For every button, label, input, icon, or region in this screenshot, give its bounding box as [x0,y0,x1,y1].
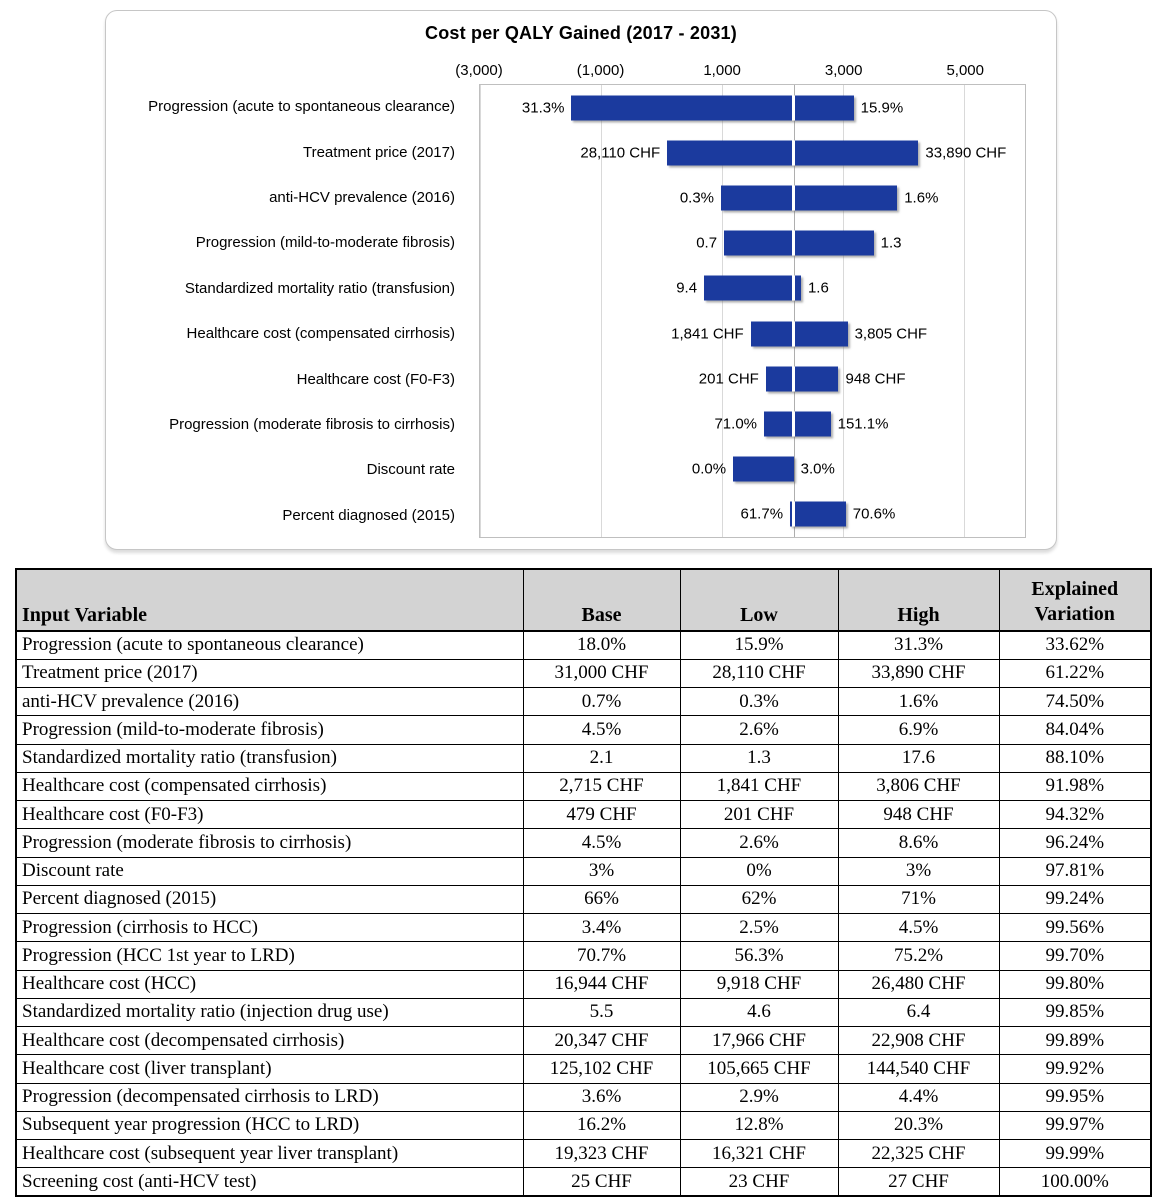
table-row [16,970,1151,998]
value-cell: 16.2% [523,1111,680,1139]
table-row [16,631,1151,659]
value-cell: 56.3% [680,942,838,970]
axis-tick-label: (1,000) [576,62,625,79]
value-cell: 84.04% [999,716,1151,744]
value-cell: 99.85% [999,998,1151,1026]
table-row [16,998,1151,1026]
value-cell: 2.6% [680,829,838,857]
table-row [16,829,1151,857]
bar-high-segment [795,411,830,436]
bar-high-segment [795,366,838,391]
bar-low-segment [667,140,792,165]
value-cell: 1,841 CHF [680,772,838,800]
value-cell: 70.7% [523,942,680,970]
tornado-row [480,492,1025,537]
bar-high-value-label: 151.1% [837,415,889,433]
table-header-cell: Explained Variation [999,569,1151,631]
value-cell: 0.3% [680,688,838,716]
value-cell: 3.6% [523,1083,680,1111]
value-cell: 16,321 CHF [680,1140,838,1168]
bar-low-segment [571,95,792,120]
bar-low-segment [733,457,794,482]
value-cell: 100.00% [999,1168,1151,1196]
tornado-row [480,311,1025,356]
input-variable-cell: Subsequent year progression (HCC to LRD) [16,1111,523,1139]
table-row [16,716,1151,744]
bar-low-value-label: 31.3% [521,99,565,117]
table-row [16,659,1151,687]
input-variable-cell: Percent diagnosed (2015) [16,885,523,913]
category-label: Treatment price (2017) [302,143,455,161]
bar-high-value-label: 1.6% [904,189,939,207]
input-variable-cell: Progression (moderate fibrosis to cirrhosis) [16,829,523,857]
value-cell: 8.6% [838,829,999,857]
value-cell: 2.6% [680,716,838,744]
chart-title: Cost per QALY Gained (2017 - 2031) [425,23,737,43]
bar-high-segment [795,502,846,527]
value-cell: 99.92% [999,1055,1151,1083]
table-row [16,801,1151,829]
value-cell: 0% [680,857,838,885]
bar-low-value-label: 1,841 CHF [671,325,744,343]
value-cell: 61.22% [999,659,1151,687]
table-row [16,1083,1151,1111]
table-header-cell: Low [680,569,838,631]
value-cell: 25 CHF [523,1168,680,1196]
input-variable-cell: Screening cost (anti-HCV test) [16,1168,523,1196]
bar-high-value-label: 1.6 [807,279,829,297]
plot-area [479,84,1026,538]
tornado-row [480,175,1025,220]
input-variable-cell: Healthcare cost (HCC) [16,970,523,998]
value-cell: 62% [680,885,838,913]
tornado-chart-card [105,10,1057,550]
value-cell: 3% [523,857,680,885]
value-cell: 4.4% [838,1083,999,1111]
value-cell: 6.9% [838,716,999,744]
table-row [16,1111,1151,1139]
bar-high-value-label: 948 CHF [845,370,906,388]
value-cell: 125,102 CHF [523,1055,680,1083]
value-cell: 99.80% [999,970,1151,998]
category-labels [106,84,467,538]
value-cell: 144,540 CHF [838,1055,999,1083]
axis-tick-label: 1,000 [703,62,741,79]
category-label: anti-HCV prevalence (2016) [269,188,455,206]
tornado-bar [704,276,801,301]
input-variable-cell: Progression (cirrhosis to HCC) [16,914,523,942]
value-cell: 15.9% [680,631,838,659]
input-variable-cell: Progression (acute to spontaneous clearance) [16,631,523,659]
category-label: Healthcare cost (compensated cirrhosis) [186,325,455,343]
tornado-row [480,85,1025,130]
value-cell: 4.5% [523,716,680,744]
value-cell: 16,944 CHF [523,970,680,998]
value-cell: 4.6 [680,998,838,1026]
table-row [16,744,1151,772]
value-cell: 31,000 CHF [523,659,680,687]
tornado-row [480,266,1025,311]
value-cell: 91.98% [999,772,1151,800]
value-cell: 201 CHF [680,801,838,829]
axis-tick-label: 3,000 [824,62,863,79]
value-cell: 33,890 CHF [838,659,999,687]
value-cell: 99.95% [999,1083,1151,1111]
table-row [16,1055,1151,1083]
value-cell: 2,715 CHF [523,772,680,800]
tornado-bar [721,185,897,210]
sensitivity-table [15,568,1152,1197]
value-cell: 66% [523,885,680,913]
value-cell: 96.24% [999,829,1151,857]
value-cell: 33.62% [999,631,1151,659]
bar-high-segment [795,321,847,346]
tornado-bar [790,502,846,527]
value-cell: 9,918 CHF [680,970,838,998]
tornado-bar [766,366,839,391]
table-header-cell: Base [523,569,680,631]
value-cell: 4.5% [523,829,680,857]
value-cell: 99.89% [999,1027,1151,1055]
bar-low-value-label: 71.0% [714,415,758,433]
value-cell: 12.8% [680,1111,838,1139]
input-variable-cell: Progression (decompensated cirrhosis to LRD) [16,1083,523,1111]
bar-low-value-label: 201 CHF [698,370,759,388]
category-label: Healthcare cost (F0-F3) [296,370,455,388]
bar-low-segment [751,321,792,346]
value-cell: 17,966 CHF [680,1027,838,1055]
bar-low-segment [721,185,792,210]
bar-low-value-label: 28,110 CHF [580,144,661,162]
tornado-bar [751,321,848,346]
table-row [16,772,1151,800]
table-row [16,885,1151,913]
value-cell: 22,908 CHF [838,1027,999,1055]
bar-high-segment [795,95,853,120]
category-label: Discount rate [366,461,455,479]
table-header-cell: Input Variable [16,569,523,631]
value-cell: 99.56% [999,914,1151,942]
bar-high-segment [795,140,918,165]
value-cell: 99.97% [999,1111,1151,1139]
value-cell: 3.4% [523,914,680,942]
input-variable-cell: Discount rate [16,857,523,885]
bar-low-value-label: 0.7 [696,234,718,252]
value-cell: 2.5% [680,914,838,942]
axis-tick-label: 5,000 [946,62,984,79]
value-cell: 20.3% [838,1111,999,1139]
table-row [16,1027,1151,1055]
table-row [16,914,1151,942]
value-cell: 22,325 CHF [838,1140,999,1168]
value-cell: 71% [838,885,999,913]
input-variable-cell: Progression (mild-to-moderate fibrosis) [16,716,523,744]
value-cell: 1.3 [680,744,838,772]
input-variable-cell: Treatment price (2017) [16,659,523,687]
tornado-row [480,401,1025,446]
input-variable-cell: Standardized mortality ratio (transfusion) [16,744,523,772]
x-axis-tick-labels [455,58,1026,84]
table-row [16,1140,1151,1168]
bar-high-value-label: 33,890 CHF [925,144,1007,162]
table-row [16,857,1151,885]
value-cell: 75.2% [838,942,999,970]
bar-low-segment [766,366,792,391]
bar-high-value-label: 70.6% [852,505,896,523]
value-cell: 23 CHF [680,1168,838,1196]
bar-low-segment [764,411,792,436]
input-variable-cell: Healthcare cost (decompensated cirrhosis) [16,1027,523,1055]
bar-high-value-label: 3.0% [800,460,835,478]
table-row [16,942,1151,970]
category-label: Progression (mild-to-moderate fibrosis) [195,234,455,252]
bar-low-value-label: 0.0% [691,460,727,478]
value-cell: 3% [838,857,999,885]
category-label: Progression (moderate fibrosis to cirrhosis) [169,415,455,433]
category-label: Standardized mortality ratio (transfusion) [184,279,455,297]
tornado-bar [733,457,794,482]
value-cell: 2.1 [523,744,680,772]
value-cell: 99.24% [999,885,1151,913]
bar-low-value-label: 9.4 [676,279,698,297]
value-cell: 3,806 CHF [838,772,999,800]
value-cell: 0.7% [523,688,680,716]
axis-tick-label: (3,000) [455,62,503,79]
bar-low-value-label: 0.3% [679,189,715,207]
value-cell: 18.0% [523,631,680,659]
value-cell: 105,665 CHF [680,1055,838,1083]
table-header-row [16,569,1151,631]
value-cell: 17.6 [838,744,999,772]
table-row [16,1168,1151,1196]
value-cell: 5.5 [523,998,680,1026]
category-label: Percent diagnosed (2015) [282,506,455,524]
value-cell: 6.4 [838,998,999,1026]
bar-high-segment [795,185,897,210]
table-header-cell: High [838,569,999,631]
bar-high-value-label: 15.9% [860,99,904,117]
value-cell: 948 CHF [838,801,999,829]
bar-low-segment [790,502,792,527]
bar-low-segment [724,231,792,256]
tornado-bar [667,140,918,165]
value-cell: 28,110 CHF [680,659,838,687]
value-cell: 88.10% [999,744,1151,772]
input-variable-cell: Healthcare cost (liver transplant) [16,1055,523,1083]
input-variable-cell: Healthcare cost (F0-F3) [16,801,523,829]
value-cell: 1.6% [838,688,999,716]
input-variable-cell: Progression (HCC 1st year to LRD) [16,942,523,970]
bar-low-segment [704,276,792,301]
tornado-row [480,356,1025,401]
value-cell: 20,347 CHF [523,1027,680,1055]
tornado-bar [724,231,874,256]
bar-low-value-label: 61.7% [740,505,784,523]
value-cell: 2.9% [680,1083,838,1111]
value-cell: 19,323 CHF [523,1140,680,1168]
bar-high-value-label: 3,805 CHF [854,325,928,343]
value-cell: 26,480 CHF [838,970,999,998]
input-variable-cell: Healthcare cost (subsequent year liver transplant) [16,1140,523,1168]
input-variable-cell: Standardized mortality ratio (injection drug use) [16,998,523,1026]
category-label: Progression (acute to spontaneous clearance) [148,98,455,116]
table-row [16,688,1151,716]
input-variable-cell: Healthcare cost (compensated cirrhosis) [16,772,523,800]
tornado-bar [764,411,831,436]
value-cell: 479 CHF [523,801,680,829]
value-cell: 74.50% [999,688,1151,716]
tornado-row [480,447,1025,492]
value-cell: 4.5% [838,914,999,942]
tornado-bar [571,95,853,120]
value-cell: 31.3% [838,631,999,659]
bar-high-segment [795,231,873,256]
value-cell: 94.32% [999,801,1151,829]
chart-body [106,84,1058,538]
value-cell: 97.81% [999,857,1151,885]
value-cell: 27 CHF [838,1168,999,1196]
value-cell: 99.70% [999,942,1151,970]
tornado-row [480,221,1025,266]
input-variable-cell: anti-HCV prevalence (2016) [16,688,523,716]
value-cell: 99.99% [999,1140,1151,1168]
bar-high-value-label: 1.3 [880,234,902,252]
tornado-row [480,130,1025,175]
